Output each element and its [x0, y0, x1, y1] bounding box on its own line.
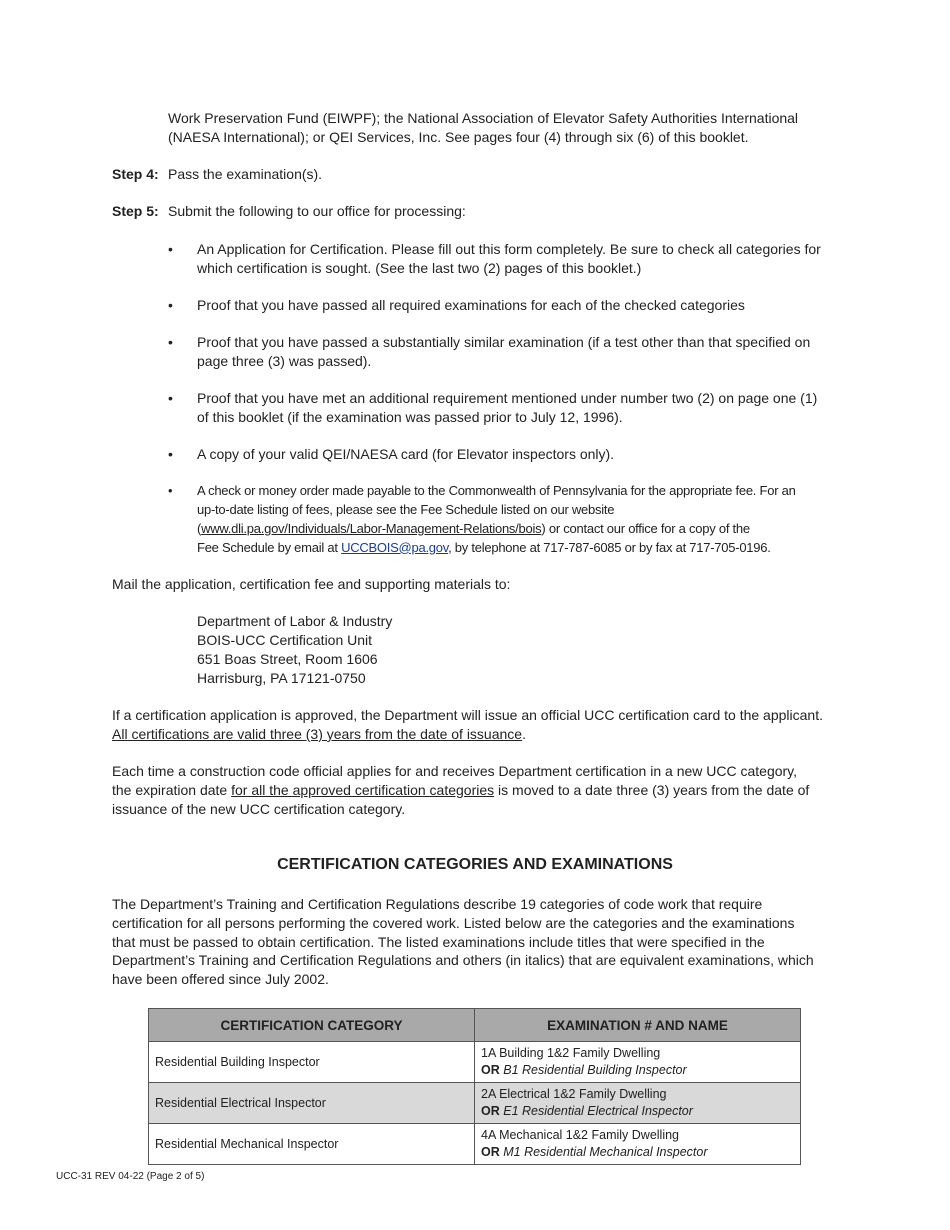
list-item: • Proof that you have passed all required examinations for each of the checked categories [168, 296, 745, 313]
continuation-line: Work Preservation Fund (EIWPF); the National Association of Elevator Safety Authorities International [168, 110, 799, 126]
list-item: • A copy of your valid QEI/NAESA card (for Elevator inspectors only). [168, 446, 615, 463]
bullet-icon: • [168, 241, 173, 257]
step-text: Submit the following to our office for processing: [168, 203, 466, 219]
bullet-icon: • [168, 296, 173, 313]
validity-note: All certifications are valid three (3) years from the date of issuance [112, 725, 523, 742]
list-item: • Proof that you have met an additional requirement mentioned under number two (2) on page one (1) of this booklet (if the examination was passed prior to July 12, 1996). [168, 390, 818, 425]
bullet-icon: • [168, 334, 173, 351]
address-line: Department of Labor & Industry [197, 613, 393, 629]
email-link[interactable]: UCCBOIS@pa.gov [341, 539, 449, 555]
bullet-icon: • [168, 390, 173, 407]
approval-paragraph: If a certification application is approved, the Department will issue an official UCC certification card to the applicant. All certifications are valid three (3) years from the date of issuance. [112, 707, 823, 742]
intro-paragraph: The Department’s Training and Certification Regulations describe 19 categories of code work that require certification for all persons performing the covered work. Listed below are the categories and the examinations that must be passed to obtain certification. The listed examinations include titles that were specified in the Department’s Training and Certification Regulations and others (in italics) that are equivalent examinations, which have been offered since July 2002. [112, 896, 814, 988]
step-label: Step 5: [112, 203, 159, 219]
step-text: Pass the examination(s). [168, 166, 323, 182]
page-footer: UCC-31 REV 04-22 (Page 2 of 5) [56, 1171, 205, 1182]
mailing-address [197, 612, 392, 688]
address-line: Harrisburg, PA 17121-0750 [197, 669, 366, 686]
mail-intro: Mail the application, certification fee and supporting materials to: [112, 576, 511, 592]
category-cell: Residential Building Inspector [149, 1042, 475, 1083]
bullet-icon: • [168, 483, 173, 499]
exam-cell: 1A Building 1&2 Family Dwelling OR B1 Residential Building Inspector [475, 1042, 801, 1083]
category-cell: Residential Electrical Inspector [149, 1083, 475, 1124]
continuation-line: (NAESA International); or QEI Services, Inc. See pages four (4) through six (6) of this booklet. [168, 128, 749, 145]
list-item: • Proof that you have passed a substantially similar examination (if a test other than that specified on page three (3) was passed). [168, 334, 811, 369]
exam-cell: 4A Mechanical 1&2 Family Dwelling OR M1 Residential Mechanical Inspector [475, 1124, 801, 1165]
address-line: 651 Boas Street, Room 1606 [197, 650, 378, 667]
table-row [149, 1042, 801, 1083]
continuation-paragraph [168, 109, 848, 147]
list-item: • An Application for Certification. Please fill out this form completely. Be sure to check all categories for which certification is sought. (See the last two (2) pages of this booklet.) [168, 241, 821, 276]
step-5 [112, 202, 852, 221]
table-header-row [149, 1009, 801, 1042]
category-cell: Residential Mechanical Inspector [149, 1124, 475, 1165]
column-header: EXAMINATION # AND NAME [475, 1009, 801, 1042]
fee-list-item: • A check or money order made payable to the Commonwealth of Pennsylvania for the appropriate fee. For an up-to-date listing of fees, please see the Fee Schedule listed on our website (www.dli.pa.gov/Individuals/Labor-Management-Relations/bois) or contact our office for a copy of the Fee Schedule by email at UCCBOIS@pa.gov, by telephone at 717-787-6085 or by fax at 717-705-0196. [168, 483, 796, 555]
table-row [149, 1083, 801, 1124]
submission-list [168, 240, 848, 576]
bullet-icon: • [168, 446, 173, 463]
step-4 [112, 165, 852, 184]
address-line: BOIS-UCC Certification Unit [197, 631, 373, 648]
certification-table [148, 1008, 801, 1165]
section-heading: CERTIFICATION CATEGORIES AND EXAMINATIONS [277, 856, 673, 873]
exam-cell: 2A Electrical 1&2 Family Dwelling OR E1 Residential Electrical Inspector [475, 1083, 801, 1124]
step-label: Step 4: [112, 166, 159, 182]
table-row [149, 1124, 801, 1165]
expiration-paragraph: Each time a construction code official applies for and receives Department certification in a new UCC category, the expiration date for all the approved certification categories is moved to a date three (3) years from the date of issuance of the new UCC certification category. [112, 763, 810, 817]
column-header: CERTIFICATION CATEGORY [149, 1009, 475, 1042]
website-link[interactable]: www.dli.pa.gov/Individuals/Labor-Management-Relations/bois [201, 520, 542, 536]
